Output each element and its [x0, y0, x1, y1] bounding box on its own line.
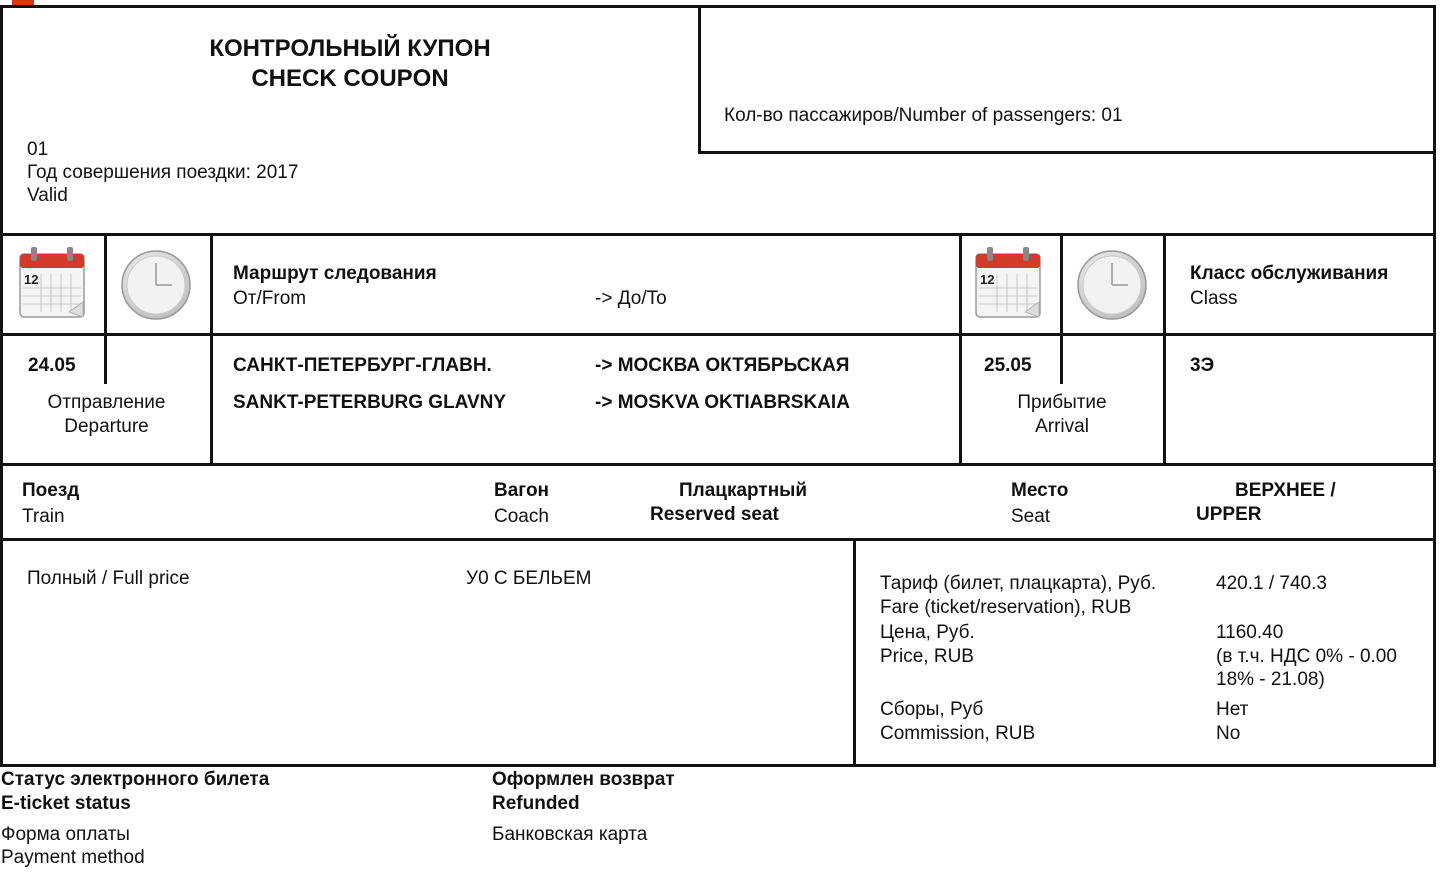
- arrival-label-ru: Прибытие: [1017, 392, 1107, 413]
- coupon-title-en: CHECK COUPON: [251, 65, 449, 92]
- calendar-icon: [973, 244, 1043, 325]
- departure-label-en: Departure: [64, 416, 149, 437]
- tariff-type: Полный / Full price: [27, 568, 190, 589]
- from-label: От/From: [233, 288, 307, 309]
- coach-label-en: Coach: [494, 506, 549, 527]
- commission-label-ru: Сборы, Руб: [880, 699, 984, 720]
- calendar-day-label: 12: [24, 272, 39, 287]
- arrival-date: 25.05: [984, 355, 1032, 376]
- coupon-title-ru: КОНТРОЛЬНЫЙ КУПОН: [209, 35, 491, 62]
- trip-year: Год совершения поездки: 2017: [27, 162, 299, 183]
- validity-status: Valid: [27, 185, 68, 206]
- arrival-label-en: Arrival: [1035, 416, 1089, 437]
- seat-label-ru: Место: [1011, 480, 1069, 501]
- clock-icon: [120, 249, 192, 326]
- clock-icon: [1076, 249, 1148, 326]
- eticket-status-label-ru: Статус электронного билета: [1, 769, 270, 790]
- fare-label-ru: Тариф (билет, плацкарта), Руб.: [880, 573, 1157, 594]
- commission-value-en: No: [1216, 723, 1241, 744]
- calendar-day-label: 12: [980, 272, 995, 287]
- destination-station-en: -> MOSKVA OKTIABRSKAIA: [595, 392, 850, 413]
- service-description: У0 С БЕЛЬЕМ: [466, 568, 592, 589]
- payment-method-label-ru: Форма оплаты: [1, 824, 130, 845]
- passenger-count: Кол-во пассажиров/Number of passengers: 01: [724, 105, 1123, 126]
- eticket-status-label-en: E-ticket status: [1, 793, 131, 814]
- price-value: 1160.40: [1216, 622, 1284, 643]
- payment-method-value: Банковская карта: [492, 824, 648, 845]
- train-label-ru: Поезд: [22, 480, 80, 501]
- route-heading: Маршрут следования: [233, 263, 437, 284]
- origin-station-en: SANKT-PETERBURG GLAVNY: [233, 392, 507, 413]
- payment-method-label-en: Payment method: [1, 847, 145, 868]
- to-label: -> До/To: [595, 288, 667, 309]
- eticket-status-value-ru: Оформлен возврат: [492, 769, 675, 790]
- fare-value: 420.1 / 740.3: [1216, 573, 1327, 594]
- commission-value-ru: Нет: [1216, 699, 1249, 720]
- departure-label-ru: Отправление: [47, 392, 166, 413]
- train-label-en: Train: [22, 506, 65, 527]
- coach-type-ru: Плацкартный: [679, 480, 808, 501]
- price-label-en: Price, RUB: [880, 646, 974, 667]
- calendar-icon: [17, 244, 87, 325]
- origin-station-ru: САНКТ-ПЕТЕРБУРГ-ГЛАВН.: [233, 355, 492, 376]
- destination-station-ru: -> МОСКВА ОКТЯБРЬСКАЯ: [595, 355, 850, 376]
- coach-label-ru: Вагон: [494, 480, 550, 501]
- coach-type-en: Reserved seat: [650, 504, 779, 525]
- departure-date: 24.05: [28, 355, 76, 376]
- seat-value-ru: ВЕРХНЕЕ /: [1235, 480, 1336, 501]
- vat-line-2: 18% - 21.08): [1216, 669, 1325, 690]
- seat-label-en: Seat: [1011, 506, 1051, 527]
- class-heading: Класс обслуживания: [1190, 263, 1389, 284]
- fare-label-en: Fare (ticket/reservation), RUB: [880, 597, 1132, 618]
- seat-value-en: UPPER: [1196, 504, 1262, 525]
- coupon-number: 01: [27, 139, 49, 160]
- service-class: 3Э: [1190, 355, 1215, 376]
- vat-line-1: (в т.ч. НДС 0% - 0.00: [1216, 646, 1397, 667]
- price-label-ru: Цена, Руб.: [880, 622, 975, 643]
- commission-label-en: Commission, RUB: [880, 723, 1036, 744]
- class-label: Class: [1190, 288, 1238, 309]
- eticket-status-value-en: Refunded: [492, 793, 580, 814]
